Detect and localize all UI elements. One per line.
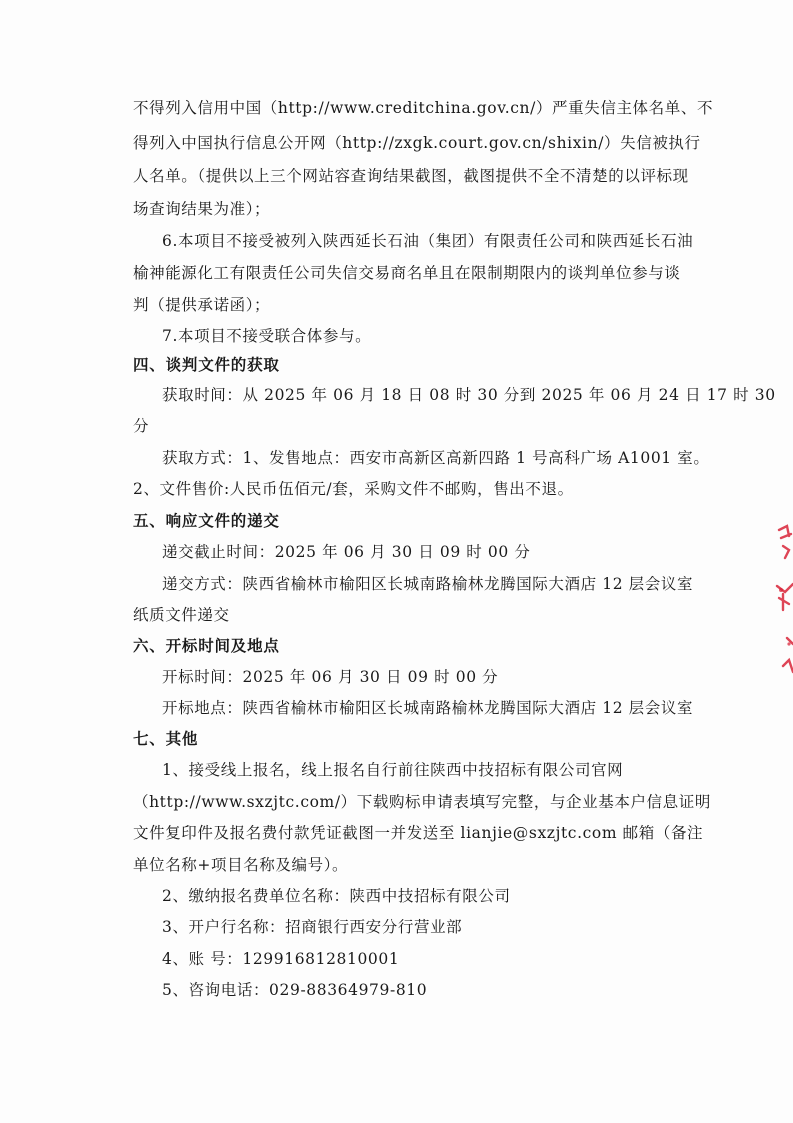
other-item4: 4、账 号：129916812810001 bbox=[162, 950, 400, 968]
para-line: 场查询结果为准）； bbox=[133, 200, 271, 218]
acquire-time: 获取时间：从 2025 年 06 月 18 日 08 时 30 分到 2025 年 06 月 24 日 17 时 30 bbox=[162, 386, 776, 404]
item6-line: 榆神能源化工有限责任公司失信交易商名单且在限制期限内的谈判单位参与谈 bbox=[133, 264, 681, 282]
section6-heading: 六、开标时间及地点 bbox=[133, 637, 280, 655]
para-line: 不得列入信用中国（http://www.creditchina.gov.cn/）严重失信主体名单、不 bbox=[133, 99, 714, 117]
other-item1-cont: 单位名称+项目名称及编号）。 bbox=[133, 856, 349, 874]
submit-method: 递交方式：陕西省榆林市榆阳区长城南路榆林龙腾国际大酒店 12 层会议室 bbox=[162, 575, 694, 593]
other-item5: 5、咨询电话：029-88364979-810 bbox=[162, 981, 428, 999]
other-item1: 1、接受线上报名，线上报名自行前往陕西中技招标有限公司官网 bbox=[162, 761, 624, 779]
other-item2: 2、缴纳报名费单位名称：陕西中技招标有限公司 bbox=[162, 887, 511, 905]
acquire-time-cont: 分 bbox=[133, 417, 150, 435]
other-item3: 3、开户行名称：招商银行西安分行营业部 bbox=[162, 918, 463, 936]
document-price: 2、文件售价:人民币伍佰元/套，采购文件不邮购，售出不退。 bbox=[133, 480, 574, 498]
section5-heading: 五、响应文件的递交 bbox=[133, 512, 280, 530]
opening-time: 开标时间：2025 年 06 月 30 日 09 时 00 分 bbox=[162, 668, 499, 686]
opening-place: 开标地点：陕西省榆林市榆阳区长城南路榆林龙腾国际大酒店 12 层会议室 bbox=[162, 699, 694, 717]
seal-stamp-fragment bbox=[753, 520, 793, 690]
section7-heading: 七、其他 bbox=[133, 730, 199, 748]
section4-heading: 四、谈判文件的获取 bbox=[133, 356, 280, 374]
item7-line: 7.本项目不接受联合体参与。 bbox=[162, 327, 372, 345]
item6-line: 判（提供承诺函）； bbox=[133, 296, 271, 314]
other-item1-cont: 文件复印件及报名费付款凭证截图一并发送至 lianjie@sxzjtc.com 邮箱（备注 bbox=[133, 824, 704, 842]
acquire-method: 获取方式：1、发售地点：西安市高新区高新四路 1 号高科广场 A1001 室。 bbox=[162, 449, 710, 467]
submit-deadline: 递交截止时间：2025 年 06 月 30 日 09 时 00 分 bbox=[162, 543, 531, 561]
submit-method-cont: 纸质文件递交 bbox=[133, 606, 230, 624]
para-line: 得列入中国执行信息公开网（http://zxgk.court.gov.cn/shixin/）失信被执行 bbox=[133, 134, 701, 152]
para-line: 人名单。（提供以上三个网站容查询结果截图，截图提供不全不清楚的以评标现 bbox=[133, 167, 689, 185]
item6-line: 6.本项目不接受被列入陕西延长石油（集团）有限责任公司和陕西延长石油 bbox=[162, 232, 694, 250]
other-item1-cont: （http://www.sxzjtc.com/）下载购标申请表填写完整，与企业基本户信息证明 bbox=[133, 793, 711, 811]
